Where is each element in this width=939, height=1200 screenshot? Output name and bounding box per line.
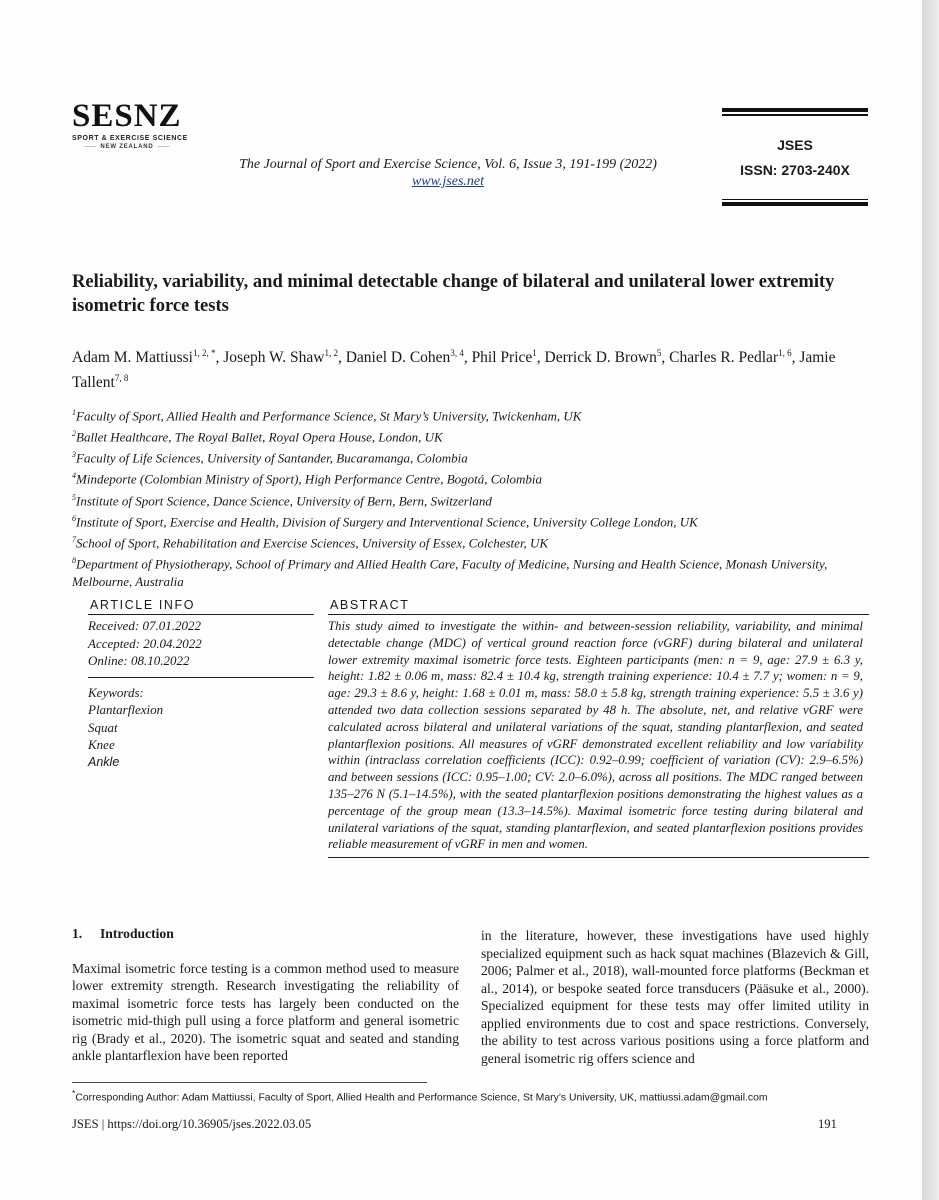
page-number: 191 — [818, 1117, 837, 1131]
affiliation-number: 7 — [72, 534, 76, 544]
affiliation-text: Department of Physiotherapy, School of Primary and Allied Health Care, Faculty of Medicine, Nursing and Health Science, Monash University, Melbourne, Australia — [72, 556, 828, 589]
affiliation-text: Faculty of Sport, Allied Health and Performance Science, St Mary’s University, Twickenham, UK — [76, 408, 582, 424]
footnote-marker: * — [72, 1088, 76, 1098]
paper-title: Reliability, variability, and minimal detectable change of bilateral and unilateral lower extremity isometric force tests — [72, 272, 835, 316]
affiliation-number: 2 — [72, 429, 76, 439]
affiliation-number: 6 — [72, 513, 76, 523]
affiliation-text: School of Sport, Rehabilitation and Exercise Sciences, University of Essex, Colchester, UK — [76, 535, 549, 551]
author-affiliation: 1, 2, * — [193, 348, 216, 358]
abstract-section — [328, 598, 869, 858]
body-column-left — [72, 925, 459, 1065]
author-name: Adam M. Mattiussi — [72, 349, 193, 367]
logo-country — [72, 144, 182, 150]
keyword-item: Plantarflexion — [88, 702, 164, 717]
logo-wordmark: SESNZ — [72, 98, 182, 134]
online-date: Online: 08.10.2022 — [88, 653, 190, 668]
affiliation-item — [72, 510, 870, 531]
author-name: Jamie Tallent — [72, 349, 836, 392]
affiliation-item — [72, 489, 870, 510]
footnote-text: Corresponding Author: Adam Mattiussi, Faculty of Sport, Allied Health and Performance Science, St Mary’s University, UK, mattiussi.adam@gmail.com — [75, 1092, 768, 1104]
abstract-text: This study aimed to investigate the within- and between-session reliability, variability, and minimal detectable change (MDC) of vertical ground reaction force (vGRF) during bilateral and unilateral lower extremity maximal isometric force tests. Eighteen participants (men: n = 9, age: 27.9 ± 6.3 y, height: 1.82 ± 0.06 m, mass: 82.4 ± 10.4 kg, strength training experience: 10.4 ± 7.7 y; women: n = 9, age: 29.3 ± 8.6 y, height: 1.68 ± 0.01 m, mass: 58.0 ± 5.8 kg, strength training experience: 5.5 ± 3.6 y) attended two data collection sessions separated by 48 h. The absolute, net, and relative vGRF were calculated across bilateral and unilateral variations of the squat, standing plantarflexion, and seated plantarflexion positions. All measures of vGRF demonstrated excellent reliability and low variability within (intraclass correlation coefficients (ICC): 0.92–0.99; coefficient of variation (CV): 2.9–6.5%) and between sessions (ICC: 0.95–1.00; CV: 2.0–6.0%), across all positions. The MDC ranged between 135–276 N (5.1–14.5%), with the seated plantarflexion positions demonstrating the highest values as a percentage of the group mean (13.3–14.5%). Maximal isometric force testing during bilateral and unilateral variations of the squat, standing plantarflexion, and seated plantarflexion positions provides reliable measurement of vGRF in men and women. — [328, 619, 863, 852]
affiliation-text: Mindeporte (Colombian Ministry of Sport), High Performance Centre, Bogotá, Colombia — [76, 471, 543, 487]
bottom-rule — [722, 202, 868, 206]
received-date: Received: 07.01.2022 — [88, 618, 201, 633]
jses-issn-box — [722, 108, 868, 206]
affiliation-item — [72, 425, 870, 446]
author-affiliation: 5 — [656, 348, 662, 358]
affiliation-text: Faculty of Life Sciences, University of Santander, Bucaramanga, Colombia — [76, 450, 468, 466]
journal-citation-block — [218, 156, 678, 190]
top-rule-thin — [722, 114, 868, 116]
affiliation-text: Ballet Healthcare, The Royal Ballet, Royal Opera House, London, UK — [76, 429, 443, 445]
affiliation-number: 4 — [72, 471, 76, 481]
abstract-heading: ABSTRACT — [330, 598, 410, 612]
author-name: Joseph W. Shaw — [223, 349, 325, 367]
body-paragraph: Maximal isometric force testing is a common method used to measure lower extremity strength. Research investigating the reliability of maximal isometric force tests has largely been conducted on the isometric mid-thigh pull using a force platform and general isometric rig (Brady et al., 2020). The isometric squat and seated and standing ankle plantarflexion have been reported — [72, 960, 459, 1063]
author-affiliation: 1, 2 — [324, 348, 338, 358]
affiliation-item — [72, 552, 870, 591]
footnote-rule — [72, 1082, 427, 1083]
author-affiliation: 1, 6 — [778, 348, 792, 358]
affiliation-item — [72, 446, 870, 467]
keyword-item: Squat — [88, 719, 118, 735]
affiliation-text: Institute of Sport Science, Dance Science, University of Bern, Bern, Switzerland — [76, 492, 492, 508]
author-affiliation: 1 — [532, 348, 537, 358]
author-affiliation: 7, 8 — [114, 373, 129, 384]
journal-abbrev: JSES — [777, 136, 813, 153]
footer-doi: JSES | https://doi.org/10.36905/jses.2022.03.05 — [72, 1117, 312, 1131]
keywords-label: Keywords: — [88, 684, 144, 700]
journal-url-link[interactable]: www.jses.net — [411, 174, 485, 189]
author-name: Charles R. Pedlar — [669, 349, 779, 367]
top-rule — [722, 108, 868, 112]
logo-country-text: NEW ZEALAND — [100, 144, 154, 150]
affiliation-item — [72, 531, 870, 552]
keyword-item: Knee — [88, 737, 115, 752]
article-info-heading: ARTICLE INFO — [90, 598, 196, 612]
affiliation-number: 8 — [72, 555, 76, 565]
body-column-right — [481, 927, 869, 1067]
affiliation-list — [72, 404, 870, 591]
section-title: Introduction — [100, 926, 174, 941]
affiliation-number: 3 — [72, 450, 76, 460]
section-number: 1. — [72, 926, 83, 941]
journal-logo — [72, 100, 197, 150]
affiliation-number: 1 — [72, 408, 76, 417]
author-name: Daniel D. Cohen — [345, 349, 451, 367]
divider — [328, 857, 869, 858]
author-list: Adam M. Mattiussi$^{1, 2, *}$, Joseph W. Shaw$^{1, 2}$, Daniel D. Cohen$^{3, 4}$, Phil Price$^1$, Derrick D. Brown$^5$, Charles R. Pedlar$^{1, 6}$, Jamie Tallent$^{7, 8}$ — [72, 348, 836, 392]
accepted-date: Accepted: 20.04.2022 — [88, 635, 202, 651]
affiliation-item — [72, 467, 870, 488]
author-affiliation: 3, 4 — [450, 348, 464, 358]
footnote — [72, 1087, 872, 1104]
author-name: Derrick D. Brown — [544, 349, 657, 367]
keywords — [88, 678, 314, 772]
bottom-rule-thin — [722, 199, 868, 201]
logo-subtitle: SPORT & EXERCISE SCIENCE — [72, 135, 188, 142]
journal-citation: The Journal of Sport and Exercise Science, Vol. 6, Issue 3, 191-199 (2022) — [239, 157, 657, 172]
author-name: Phil Price — [471, 349, 533, 367]
affiliation-item — [72, 404, 870, 425]
affiliation-text: Institute of Sport, Exercise and Health, Division of Surgery and Interventional Science, University College London, UK — [76, 513, 698, 529]
page-edge-shadow — [922, 0, 939, 1200]
affiliation-number: 5 — [72, 492, 76, 502]
keyword-item: Ankle — [88, 754, 120, 769]
issn: ISSN: 2703-240X — [740, 161, 850, 178]
article-info — [88, 598, 314, 771]
body-paragraph: in the literature, however, these investigations have used highly specialized equipment such as hack squat machines (Blazevich & Gill, 2006; Palmer et al., 2018), wall-mounted force platforms (Beckman et al., 2014), or bespoke seated force transducers (Pääsuke et al., 2000). Specialized equipment for these tests may offer limited utility in applied environments due to cost and space restrictions. Conversely, the ability to test across various positions using a force platform and general isometric rig offers science and — [481, 928, 869, 1066]
section-heading — [72, 925, 459, 943]
